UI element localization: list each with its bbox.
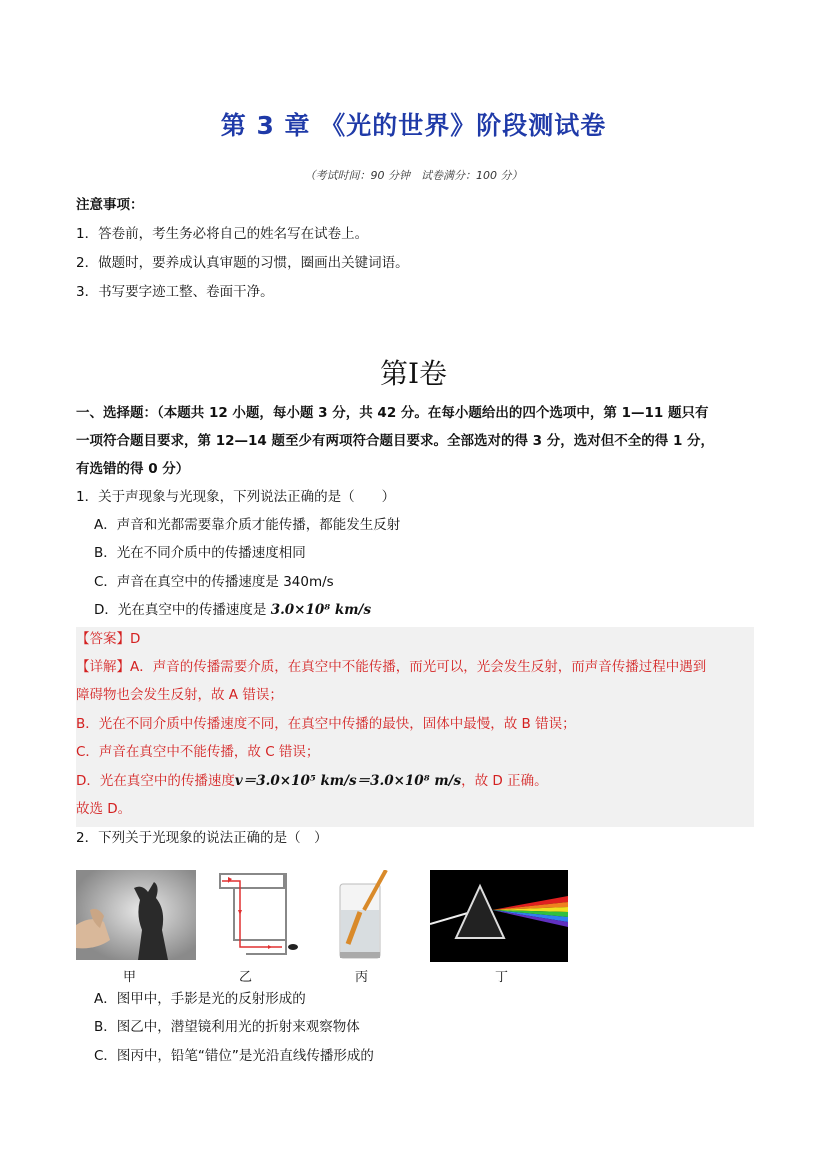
detail-text: A．声音的传播需要介质，在真空中不能传播，而光可以，光会发生反射，而声音传播过程中遇到 xyxy=(130,659,707,675)
detail-line: B．光在不同介质中传播速度不同，在真空中传播的最快，固体中最慢，故 B 错误； xyxy=(76,716,576,732)
part-instructions: 一项符合题目要求，第 12—14 题至少有两项符合题目要求。全部选对的得 3 分，选对但不全的得 1 分， xyxy=(76,433,715,449)
question-1-stem: 1．关于声现象与光现象，下列说法正确的是（ ） xyxy=(76,489,396,505)
detail-line: C．声音在真空中不能传播，故 C 错误； xyxy=(76,744,320,760)
q1-option-d xyxy=(94,600,371,620)
question-2-figures xyxy=(76,870,568,985)
detail-line xyxy=(76,657,706,677)
note-item: 1．答卷前，考生务必将自己的姓名写在试卷上。 xyxy=(76,226,369,242)
q2-option-c: C．图丙中，铅笔“错位”是光沿直线传播形成的 xyxy=(94,1048,374,1064)
periscope-figure xyxy=(216,870,301,962)
detail-formula: v＝3.0×10⁵ km/s＝3.0×10⁸ m/s xyxy=(234,773,462,789)
prism-dispersion-figure xyxy=(430,870,568,962)
detail-text: D．光在真空中的传播速度 xyxy=(76,773,235,789)
detail-line xyxy=(76,771,548,791)
q2-option-a: A．图甲中，手影是光的反射形成的 xyxy=(94,991,306,1007)
fig-label-ding: 丁 xyxy=(495,970,509,985)
q1-option-c: C．声音在真空中的传播速度是 340m/s xyxy=(94,574,334,590)
answer: 【答案】D xyxy=(76,631,141,647)
fig-label-bing: 丙 xyxy=(355,970,369,985)
q1-option-b: B．光在不同介质中的传播速度相同 xyxy=(94,545,306,561)
page-title: 第 3 章 《光的世界》阶段测试卷 xyxy=(220,111,607,140)
hand-shadow-figure xyxy=(76,870,196,960)
note-item: 3．书写要字迹工整、卷面干净。 xyxy=(76,284,274,300)
notes-heading: 注意事项： xyxy=(76,197,144,213)
question-2-stem: 2．下列关于光现象的说法正确的是（ ） xyxy=(76,830,328,846)
section-title: 第I卷 xyxy=(379,357,448,390)
part-instructions: 有选错的得 0 分） xyxy=(76,461,190,477)
detail-label: 【详解】 xyxy=(76,659,130,675)
pencil-in-water-figure xyxy=(334,870,394,962)
fig-label-jia: 甲 xyxy=(123,970,137,985)
exam-info: （考试时间：90 分钟 试卷满分：100 分） xyxy=(304,169,523,182)
detail-line: 障碍物也会发生反射，故 A 错误； xyxy=(76,687,283,703)
detail-text: ，故 D 正确。 xyxy=(461,773,548,789)
note-item: 2．做题时，要养成认真审题的习惯，圈画出关键词语。 xyxy=(76,255,409,271)
q2-option-b: B．图乙中，潜望镜利用光的折射来观察物体 xyxy=(94,1019,360,1035)
fig-label-yi: 乙 xyxy=(239,970,253,985)
q1-option-d-text: D．光在真空中的传播速度是 xyxy=(94,602,271,618)
conclusion: 故选 D。 xyxy=(76,801,132,817)
part-instructions: 一、选择题：（本题共 12 小题，每小题 3 分，共 42 分。在每小题给出的四个选项中，第 1—11 题只有 xyxy=(76,405,709,421)
q1-option-d-formula: 3.0×10⁸ km/s xyxy=(270,602,372,618)
q1-option-a: A．声音和光都需要靠介质才能传播，都能发生反射 xyxy=(94,517,401,533)
